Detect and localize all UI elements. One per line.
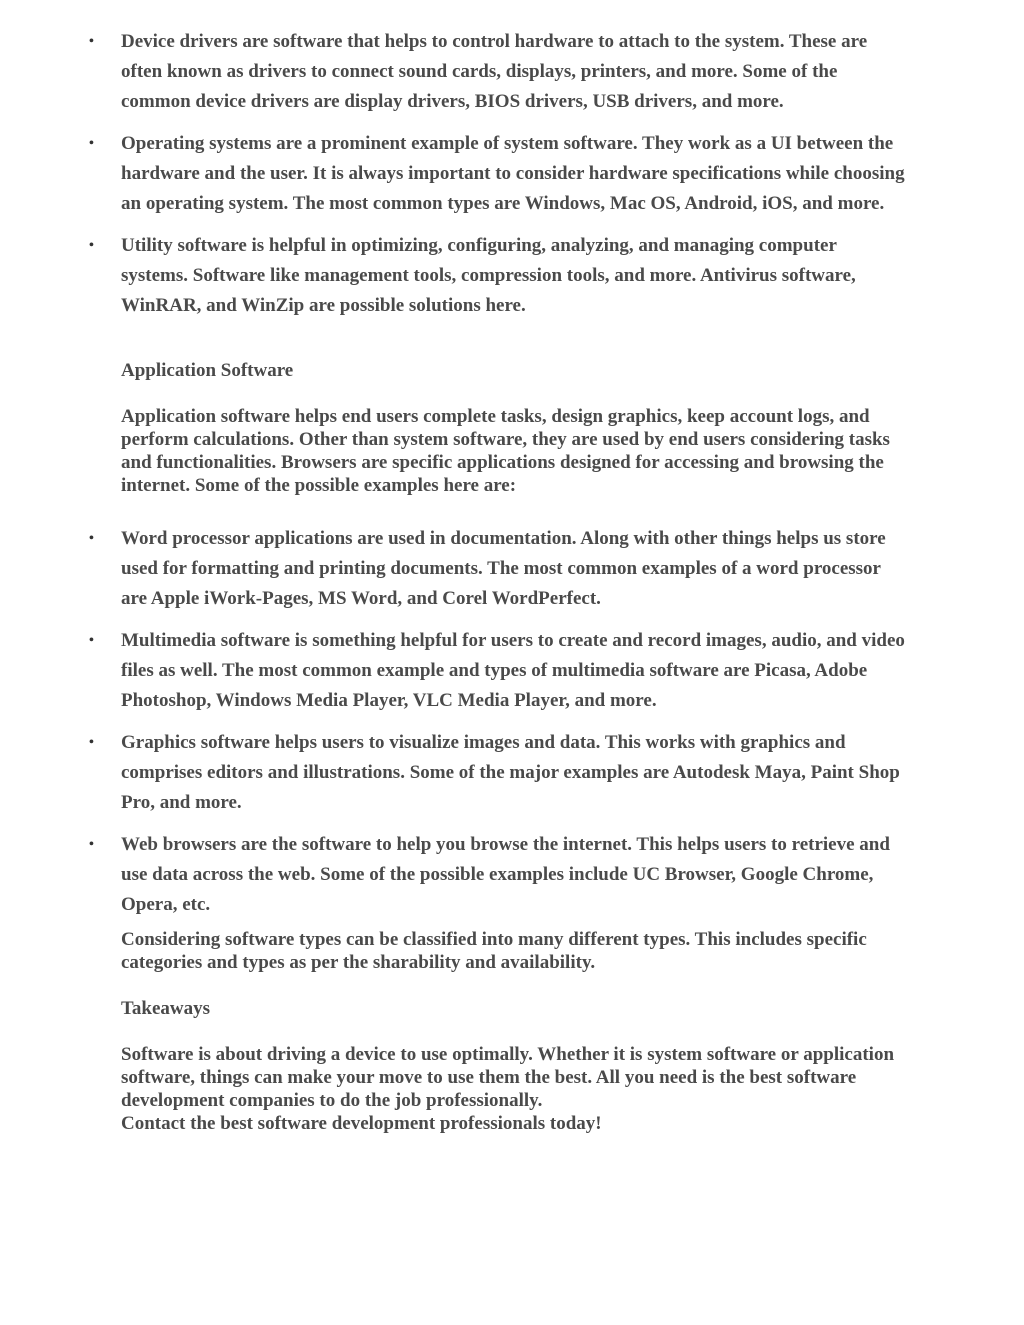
list-item-text: Multimedia software is something helpful for users to create and record images, audio, and video files as well. The most common example and types of multimedia software are Picasa, Adobe Photoshop, Windows Media Player, VLC Media Player, and more. <box>121 630 905 711</box>
takeaways-paragraph: Software is about driving a device to use optimally. Whether it is system software or application software, things can make your move to use them the best. All you need is the best software development companies to do the job professionally. <box>121 1044 895 1111</box>
list-item-text: Web browsers are the software to help you browse the internet. This helps users to retrieve and use data across the web. Some of the possible examples include UC Browser, Google Chrome, Opera, etc. <box>121 834 890 915</box>
list-item <box>0 129 906 219</box>
bullet-icon: • <box>89 238 94 253</box>
application-software-paragraph: Application software helps end users complete tasks, design graphics, keep account logs, and perform calculations. Other than system software, they are used by end users considering tasks and functionalities. Browsers are specific applications designed for accessing and browsing the internet. Some of the possible examples here are: <box>121 406 890 496</box>
bullet-icon: • <box>89 735 94 750</box>
list-item <box>0 728 906 818</box>
list-item-text: Word processor applications are used in documentation. Along with other things helps us store used for formatting and printing documents. The most common examples of a word processor are Apple iWork-Pages, MS Word, and Corel WordPerfect. <box>121 528 886 609</box>
takeaways-section <box>0 1043 906 1135</box>
list-item <box>0 231 906 321</box>
list-item-text: Utility software is helpful in optimizing, configuring, analyzing, and managing computer systems. Software like management tools, compression tools, and more. Antivirus software, WinRAR, and WinZip are possible solutions here. <box>121 235 856 316</box>
bullet-icon: • <box>89 633 94 648</box>
list-item-text: Device drivers are software that helps to control hardware to attach to the system. These are often known as drivers to connect sound cards, displays, printers, and more. Some of the common device drivers are display drivers, BIOS drivers, USB drivers, and more. <box>121 31 868 112</box>
list-item <box>0 27 906 117</box>
bullet-icon: • <box>89 531 94 546</box>
bullet-icon: • <box>89 136 94 151</box>
application-software-heading: Application Software <box>121 360 294 381</box>
list-item <box>0 626 906 716</box>
contact-line: Contact the best software development professionals today! <box>121 1113 602 1134</box>
considering-paragraph: Considering software types can be classified into many different types. This includes specific categories and types as per the sharability and availability. <box>121 929 867 973</box>
list-item-text: Operating systems are a prominent example of system software. They work as a UI between the hardware and the user. It is always important to consider hardware specifications while choosing an operating system. The most common types are Windows, Mac OS, Android, iOS, and more. <box>121 133 905 214</box>
list-item-text: Graphics software helps users to visualize images and data. This works with graphics and comprises editors and illustrations. Some of the major examples are Autodesk Maya, Paint Shop Pro, and more. <box>121 732 900 813</box>
application-software-list <box>0 524 906 932</box>
takeaways-heading: Takeaways <box>121 998 211 1019</box>
bullet-icon: • <box>89 34 94 49</box>
list-item <box>0 830 906 920</box>
bullet-icon: • <box>89 837 94 852</box>
system-software-list <box>0 27 906 333</box>
list-item <box>0 524 906 614</box>
